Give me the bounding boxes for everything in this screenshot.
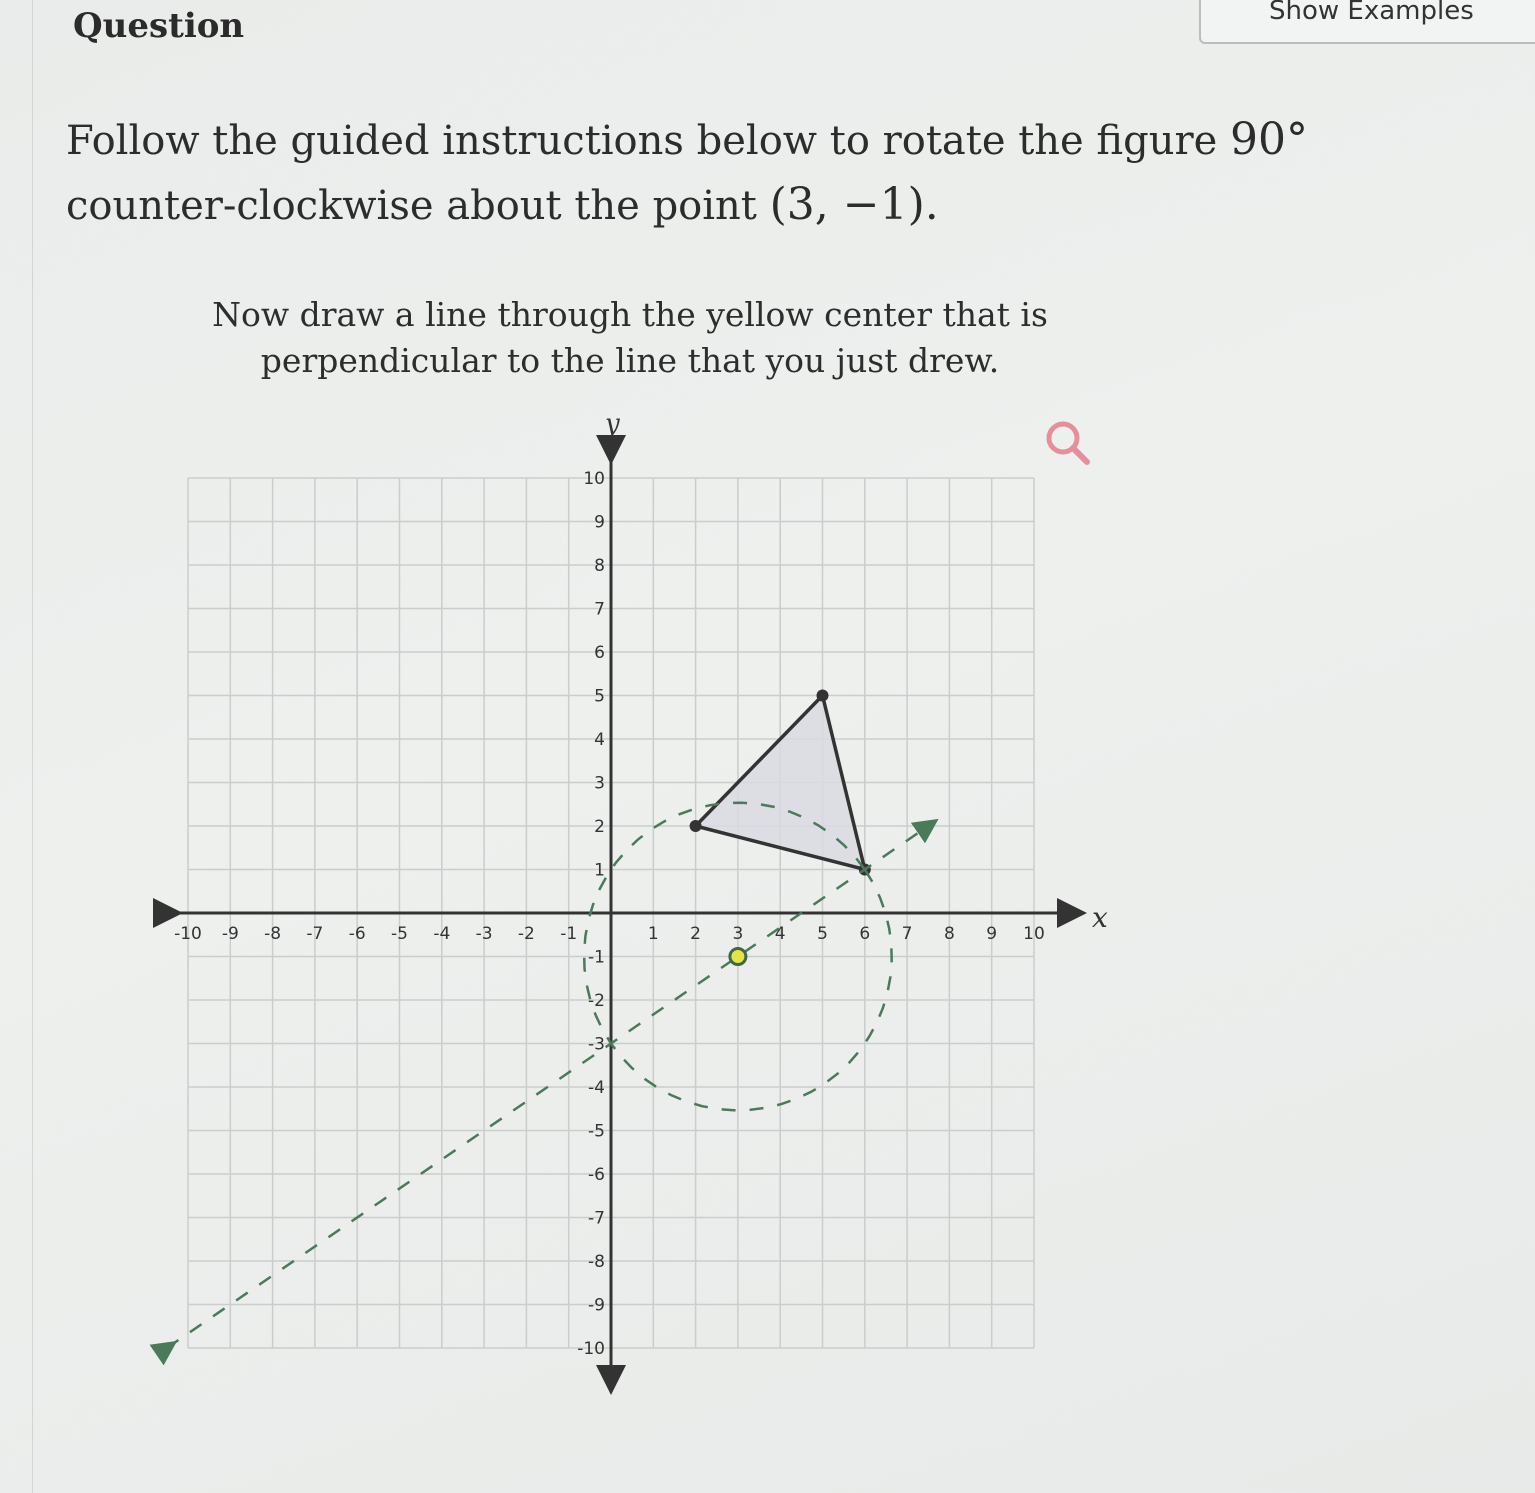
y-tick-label: -3: [588, 1034, 605, 1055]
x-tick-label: -3: [475, 924, 493, 944]
y-tick-label: 7: [594, 599, 605, 620]
y-tick-label: -7: [588, 1208, 605, 1229]
x-tick-label: -8: [264, 924, 282, 944]
y-tick-label: 10: [583, 469, 605, 489]
y-tick-label: -5: [588, 1121, 605, 1142]
x-tick-label: -2: [517, 924, 535, 944]
step-instruction: Now draw a line through the yellow center that is perpendicular to the line that you just drew.: [212, 295, 1048, 380]
y-axis-label: y: [605, 409, 620, 439]
y-tick-label: -10: [577, 1339, 605, 1359]
x-tick-label: -5: [391, 924, 408, 944]
x-tick-label: -9: [221, 924, 239, 944]
y-tick-label: 9: [594, 512, 605, 533]
x-tick-label: 9: [986, 924, 998, 944]
y-tick-label: -2: [588, 991, 605, 1011]
triangle-vertex: [817, 690, 829, 702]
x-tick-label: 5: [817, 924, 828, 944]
prompt-angle: 90°: [1229, 114, 1308, 165]
question-heading: Question: [73, 6, 245, 46]
y-tick-label: 2: [594, 817, 605, 837]
x-tick-label: 8: [943, 924, 955, 944]
construction-lines[interactable]: [167, 803, 928, 1348]
x-tick-label: 3: [732, 924, 744, 944]
x-tick-label: -1: [560, 924, 578, 944]
y-tick-label: 5: [594, 686, 605, 707]
show-examples-button[interactable]: Show Examples: [1199, 0, 1535, 44]
x-tick-label: 1: [647, 924, 659, 944]
y-tick-label: -1: [588, 947, 605, 968]
x-tick-label: -7: [306, 924, 324, 944]
x-tick-label: -10: [174, 924, 202, 944]
y-tick-label: -4: [588, 1078, 605, 1098]
y-tick-label: 6: [594, 643, 605, 663]
x-tick-label: 6: [859, 924, 871, 944]
rotation-center-point: [730, 949, 746, 965]
y-tick-label: 8: [594, 556, 605, 576]
x-tick-label: 7: [901, 924, 913, 944]
y-tick-label: 4: [594, 730, 605, 750]
triangle-vertex: [690, 820, 702, 832]
prompt-text-middle: counter-clockwise about the point: [66, 183, 770, 229]
x-tick-label: -4: [433, 924, 451, 944]
x-tick-labels: [174, 924, 1045, 944]
x-tick-label: 10: [1023, 924, 1045, 944]
y-tick-label: -6: [588, 1165, 605, 1185]
magnifier-icon[interactable]: [1043, 418, 1095, 470]
x-tick-label: -6: [348, 924, 366, 944]
y-tick-label: 3: [594, 773, 605, 794]
x-tick-label: 2: [690, 924, 702, 944]
y-tick-label: -8: [588, 1252, 605, 1272]
prompt-text-start: Follow the guided instructions below to rotate the figure: [66, 118, 1230, 164]
axes: [168, 409, 1108, 1380]
x-axis-label: x: [1092, 901, 1108, 934]
y-tick-label: -9: [588, 1295, 605, 1316]
prompt-point: (3, −1).: [769, 179, 939, 230]
y-tick-label: 1: [594, 860, 605, 881]
x-tick-label: 4: [774, 924, 786, 944]
